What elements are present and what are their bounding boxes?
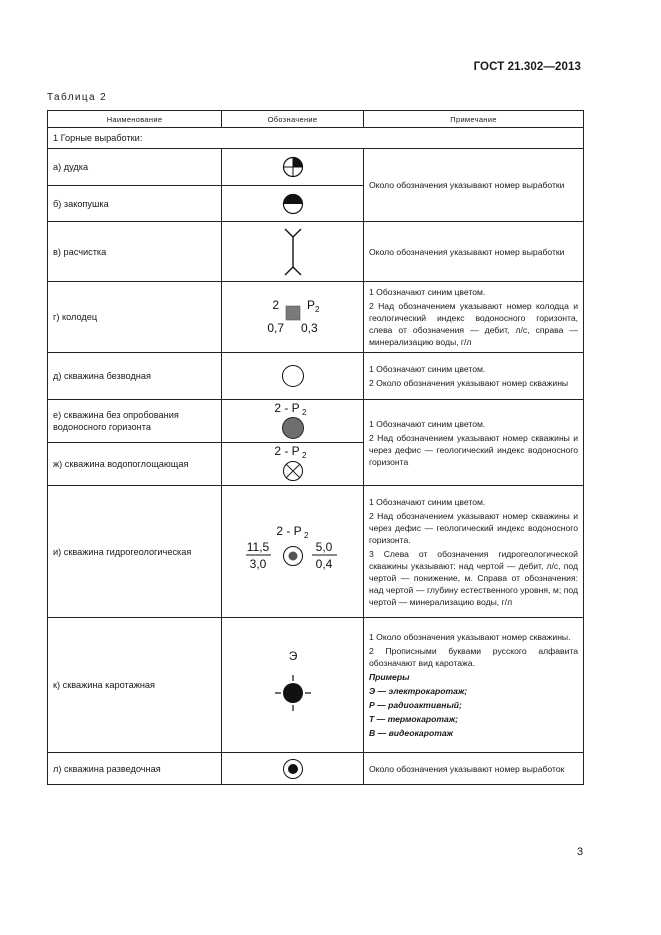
row-note: [364, 282, 584, 353]
column-header-note: Примечание: [364, 111, 584, 128]
row-note: [364, 618, 584, 753]
row-name: д) скважина безводная: [48, 353, 222, 400]
symbol-cell: [222, 618, 364, 753]
symbol-cell: [222, 753, 364, 785]
row-note: [364, 486, 584, 618]
mineralization-value: 0,4: [315, 556, 332, 571]
examples-title: Примеры: [369, 672, 410, 682]
row-name: к) скважина каротажная: [48, 618, 222, 753]
level-value: 5,0: [315, 539, 332, 554]
table-row: [48, 149, 584, 186]
row-note: [364, 353, 584, 400]
note-line: 2 Над обозначением указывают номер колодца и геологический индекс водоносного горизонта, слева от обозначения — дебит, л/с, справа — минерализацию воды, г/л: [369, 301, 578, 347]
half-filled-quarter-circle-icon: [273, 155, 313, 179]
logging-letter: Э: [288, 649, 297, 663]
drawdown-value: 3,0: [249, 556, 266, 571]
gray-filled-circle-icon: [263, 400, 323, 442]
logging-well-icon: [268, 648, 318, 722]
row-note: Около обозначения указывают номер выработки: [364, 149, 584, 222]
well-label: 2 - P: [273, 401, 300, 415]
page-number: 3: [577, 846, 584, 858]
row-name: б) закопушка: [48, 186, 222, 222]
section-row: [48, 128, 584, 149]
note-line: 1 Обозначают синим цветом.: [369, 364, 486, 374]
column-header-name: Наименование: [48, 111, 222, 128]
column-header-symbol: Обозначение: [222, 111, 364, 128]
symbol-cell: [222, 149, 364, 186]
row-name: г) колодец: [48, 282, 222, 353]
well-bottom-right: 0,3: [300, 321, 318, 335]
table-row: [48, 222, 584, 282]
trench-y-icon: [273, 225, 313, 279]
well-bottom-left: 0,7: [266, 321, 284, 335]
table-caption: Таблица 2: [47, 92, 108, 103]
row-note: Около обозначения указывают номер выработки: [364, 222, 584, 282]
half-filled-circle-icon: [273, 192, 313, 216]
row-name: ж) скважина водопоглощающая: [48, 443, 222, 486]
crossed-circle-icon: [263, 443, 323, 485]
table-row: [48, 486, 584, 618]
row-name: в) расчистка: [48, 222, 222, 282]
note-line: 3 Слева от обозначения гидрогеологической скважины указывают: над чертой — дебит, л/с, под чертой — понижение, м. Справа от обозначения: над чертой — глубину естественного уровня, м; под чертой — минерализацию воды, г/л: [369, 548, 578, 607]
symbol-cell: [222, 443, 364, 486]
well-square-icon: [243, 292, 343, 342]
well-top-right: P: [306, 298, 315, 312]
debit-value: 11,5: [246, 539, 269, 554]
symbol-cell: [222, 353, 364, 400]
row-name: а) дудка: [48, 149, 222, 186]
example-line: Р — радиоактивный;: [369, 700, 462, 710]
note-line: 1 Обозначают синим цветом.: [369, 418, 486, 429]
symbol-cell: [222, 282, 364, 353]
note-line: 2 Около обозначения указывают номер скважины: [369, 378, 569, 388]
note-line: 2 Над обозначением указывают номер скважины и через дефис — геологический индекс водоносного горизонта.: [369, 510, 578, 545]
table-row: [48, 753, 584, 785]
document-code: ГОСТ 21.302—2013: [473, 61, 581, 73]
note-line: 1 Около обозначения указывают номер скважины.: [369, 632, 571, 642]
well-top-left: 2: [271, 298, 279, 312]
table-header-row: [48, 111, 584, 128]
symbol-cell: [222, 222, 364, 282]
row-note: Около обозначения указывают номер выработок: [364, 753, 584, 785]
well-label-sub: 2: [301, 451, 306, 460]
hydro-well-icon: [238, 521, 348, 583]
well-top-right-sub: 2: [314, 305, 319, 314]
well-label-sub: 2: [303, 530, 308, 540]
row-name: е) скважина без опробования водоносного горизонта: [48, 400, 222, 443]
well-label-sub: 2: [301, 408, 306, 417]
well-label: 2 - P: [275, 523, 302, 538]
well-label: 2 - P: [273, 444, 300, 458]
row-name: л) скважина разведочная: [48, 753, 222, 785]
section-title: 1 Горные выработки:: [48, 128, 584, 149]
table-row: [48, 353, 584, 400]
table-row: [48, 400, 584, 443]
example-line: Т — термокаротаж;: [369, 714, 459, 724]
row-note: [364, 400, 584, 486]
dotted-circle-icon: [273, 756, 313, 782]
example-line: В — видеокаротаж: [369, 728, 453, 738]
symbols-table: [47, 110, 584, 785]
note-line: 1 Обозначают синим цветом.: [369, 496, 486, 507]
symbol-cell: [222, 486, 364, 618]
symbol-cell: [222, 186, 364, 222]
note-line: 2 Над обозначением указывают номер скважины и через дефис — геологический индекс водоносного горизонта: [369, 432, 578, 467]
empty-circle-icon: [273, 361, 313, 391]
note-line: 2 Прописными буквами русского алфавита обозначают вид каротажа.: [369, 646, 578, 668]
example-line: Э — электрокаротаж;: [369, 686, 468, 696]
symbol-cell: [222, 400, 364, 443]
table-row: [48, 618, 584, 753]
note-line: 1 Обозначают синим цветом.: [369, 287, 486, 297]
table-row: [48, 282, 584, 353]
row-name: и) скважина гидрогеологическая: [48, 486, 222, 618]
